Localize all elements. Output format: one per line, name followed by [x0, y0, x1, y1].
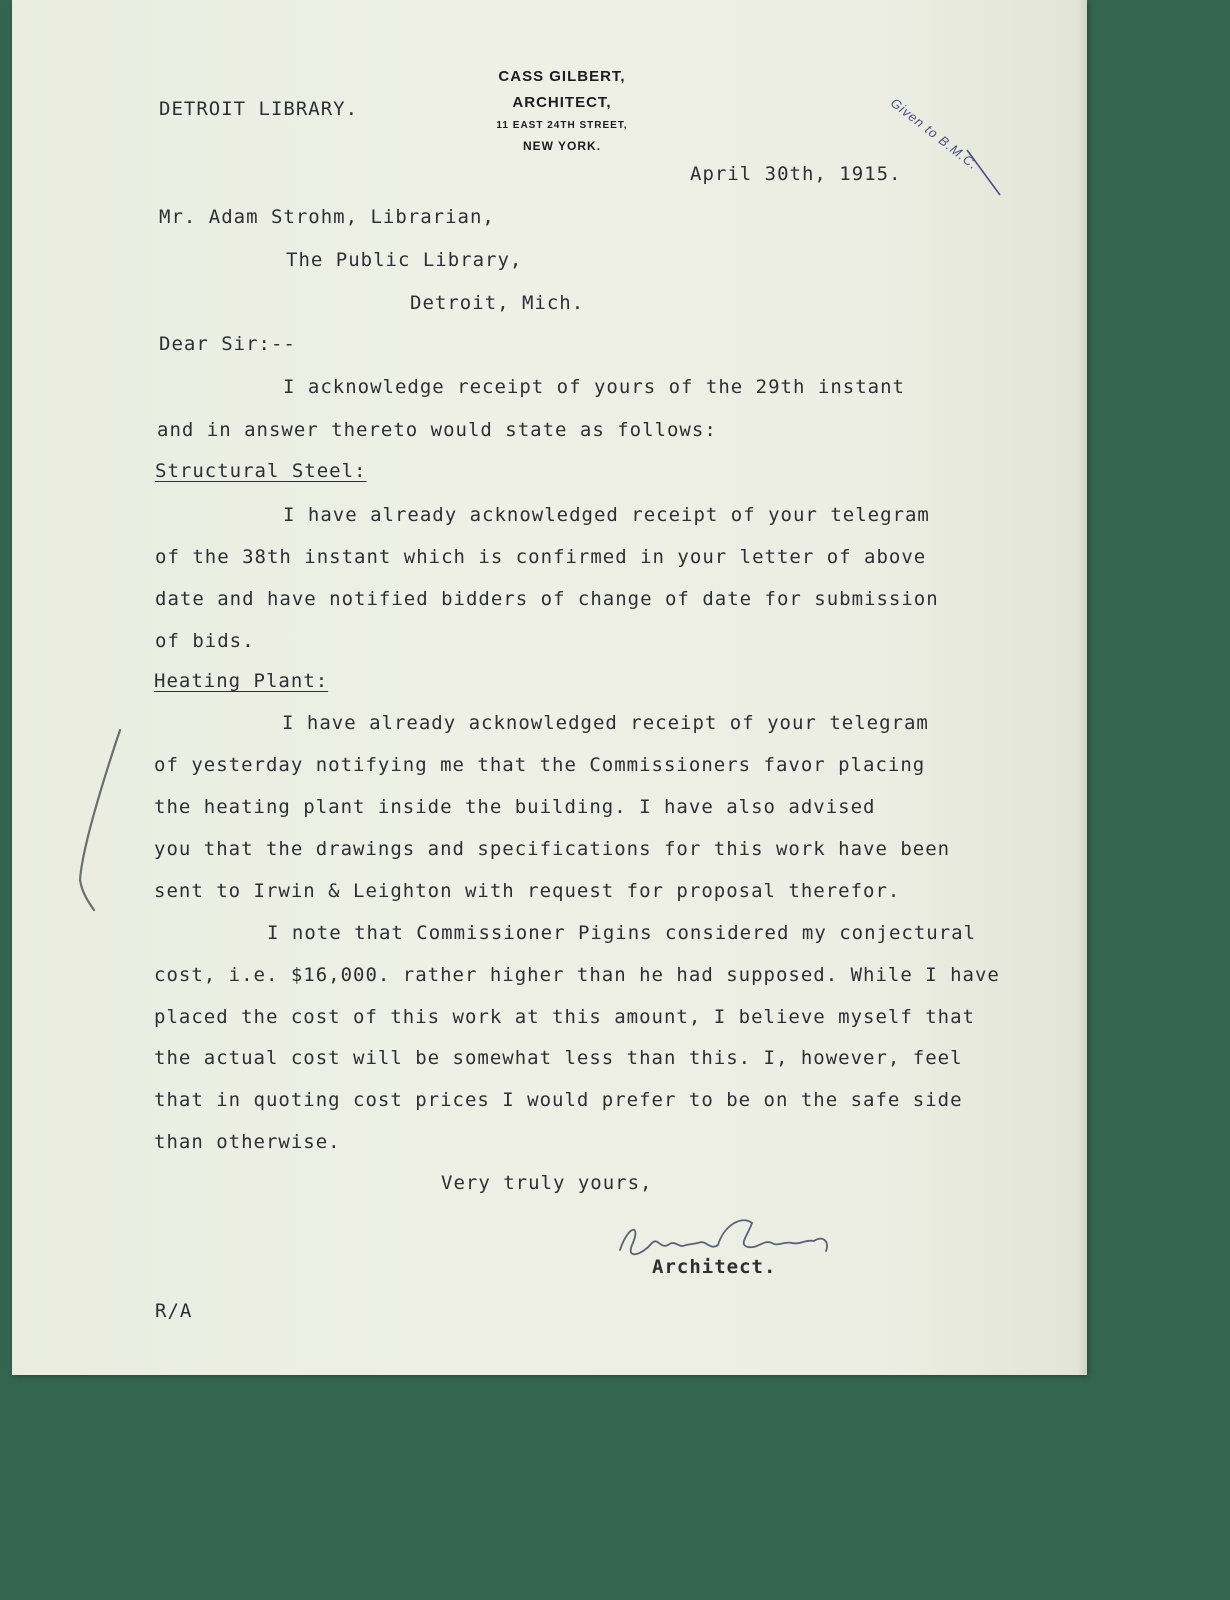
- heating-line-5: sent to Irwin & Leighton with request for proposal therefor.: [154, 880, 901, 902]
- cost-line-2: cost, i.e. $16,000. rather higher than he had supposed. While I have: [154, 964, 1000, 986]
- received-stamp: Given to B.M.C.: [887, 95, 982, 173]
- salutation: Dear Sir:--: [159, 333, 296, 355]
- intro-line-1: I acknowledge receipt of yours of the 29th instant: [283, 376, 905, 398]
- margin-bracket-mark: [12, 0, 1087, 1375]
- letterhead-city: NEW YORK.: [522, 139, 602, 153]
- cost-line-3: placed the cost of this work at this amount, I believe myself that: [154, 1006, 975, 1028]
- letterhead-address: 11 EAST 24TH STREET,: [496, 120, 628, 131]
- signer-title: Architect.: [652, 1256, 777, 1278]
- intro-line-2: and in answer thereto would state as follows:: [157, 419, 717, 441]
- heading-heating-plant: Heating Plant:: [154, 670, 329, 692]
- cost-line-6: than otherwise.: [154, 1131, 341, 1153]
- steel-line-4: of bids.: [155, 630, 255, 652]
- cost-line-1: I note that Commissioner Pigins considered my conjectural: [267, 922, 977, 944]
- letter-page: [12, 0, 1087, 1375]
- recipient-line-1: Mr. Adam Strohm, Librarian,: [159, 206, 495, 228]
- heating-line-1: I have already acknowledged receipt of your telegram: [282, 712, 929, 734]
- letterhead-title: ARCHITECT,: [512, 94, 612, 111]
- letter-date: April 30th, 1915.: [690, 163, 902, 185]
- steel-line-2: of the 38th instant which is confirmed in your letter of above: [155, 546, 927, 568]
- heading-structural-steel: Structural Steel:: [155, 460, 367, 482]
- heating-line-3: the heating plant inside the building. I have also advised: [154, 796, 876, 818]
- heating-line-2: of yesterday notifying me that the Commissioners favor placing: [154, 754, 926, 776]
- heating-line-4: you that the drawings and specifications for this work have been: [154, 838, 951, 860]
- typist-initials: R/A: [155, 1300, 193, 1322]
- subject-line: DETROIT LIBRARY.: [159, 98, 359, 120]
- recipient-line-3: Detroit, Mich.: [410, 292, 585, 314]
- steel-line-1: I have already acknowledged receipt of your telegram: [283, 504, 930, 526]
- letterhead-name: CASS GILBERT,: [498, 68, 626, 85]
- cost-line-4: the actual cost will be somewhat less than this. I, however, feel: [154, 1047, 963, 1069]
- closing: Very truly yours,: [441, 1172, 653, 1194]
- recipient-line-2: The Public Library,: [286, 249, 523, 271]
- cost-line-5: that in quoting cost prices I would prefer to be on the safe side: [154, 1089, 963, 1111]
- steel-line-3: date and have notified bidders of change of date for submission: [155, 588, 939, 610]
